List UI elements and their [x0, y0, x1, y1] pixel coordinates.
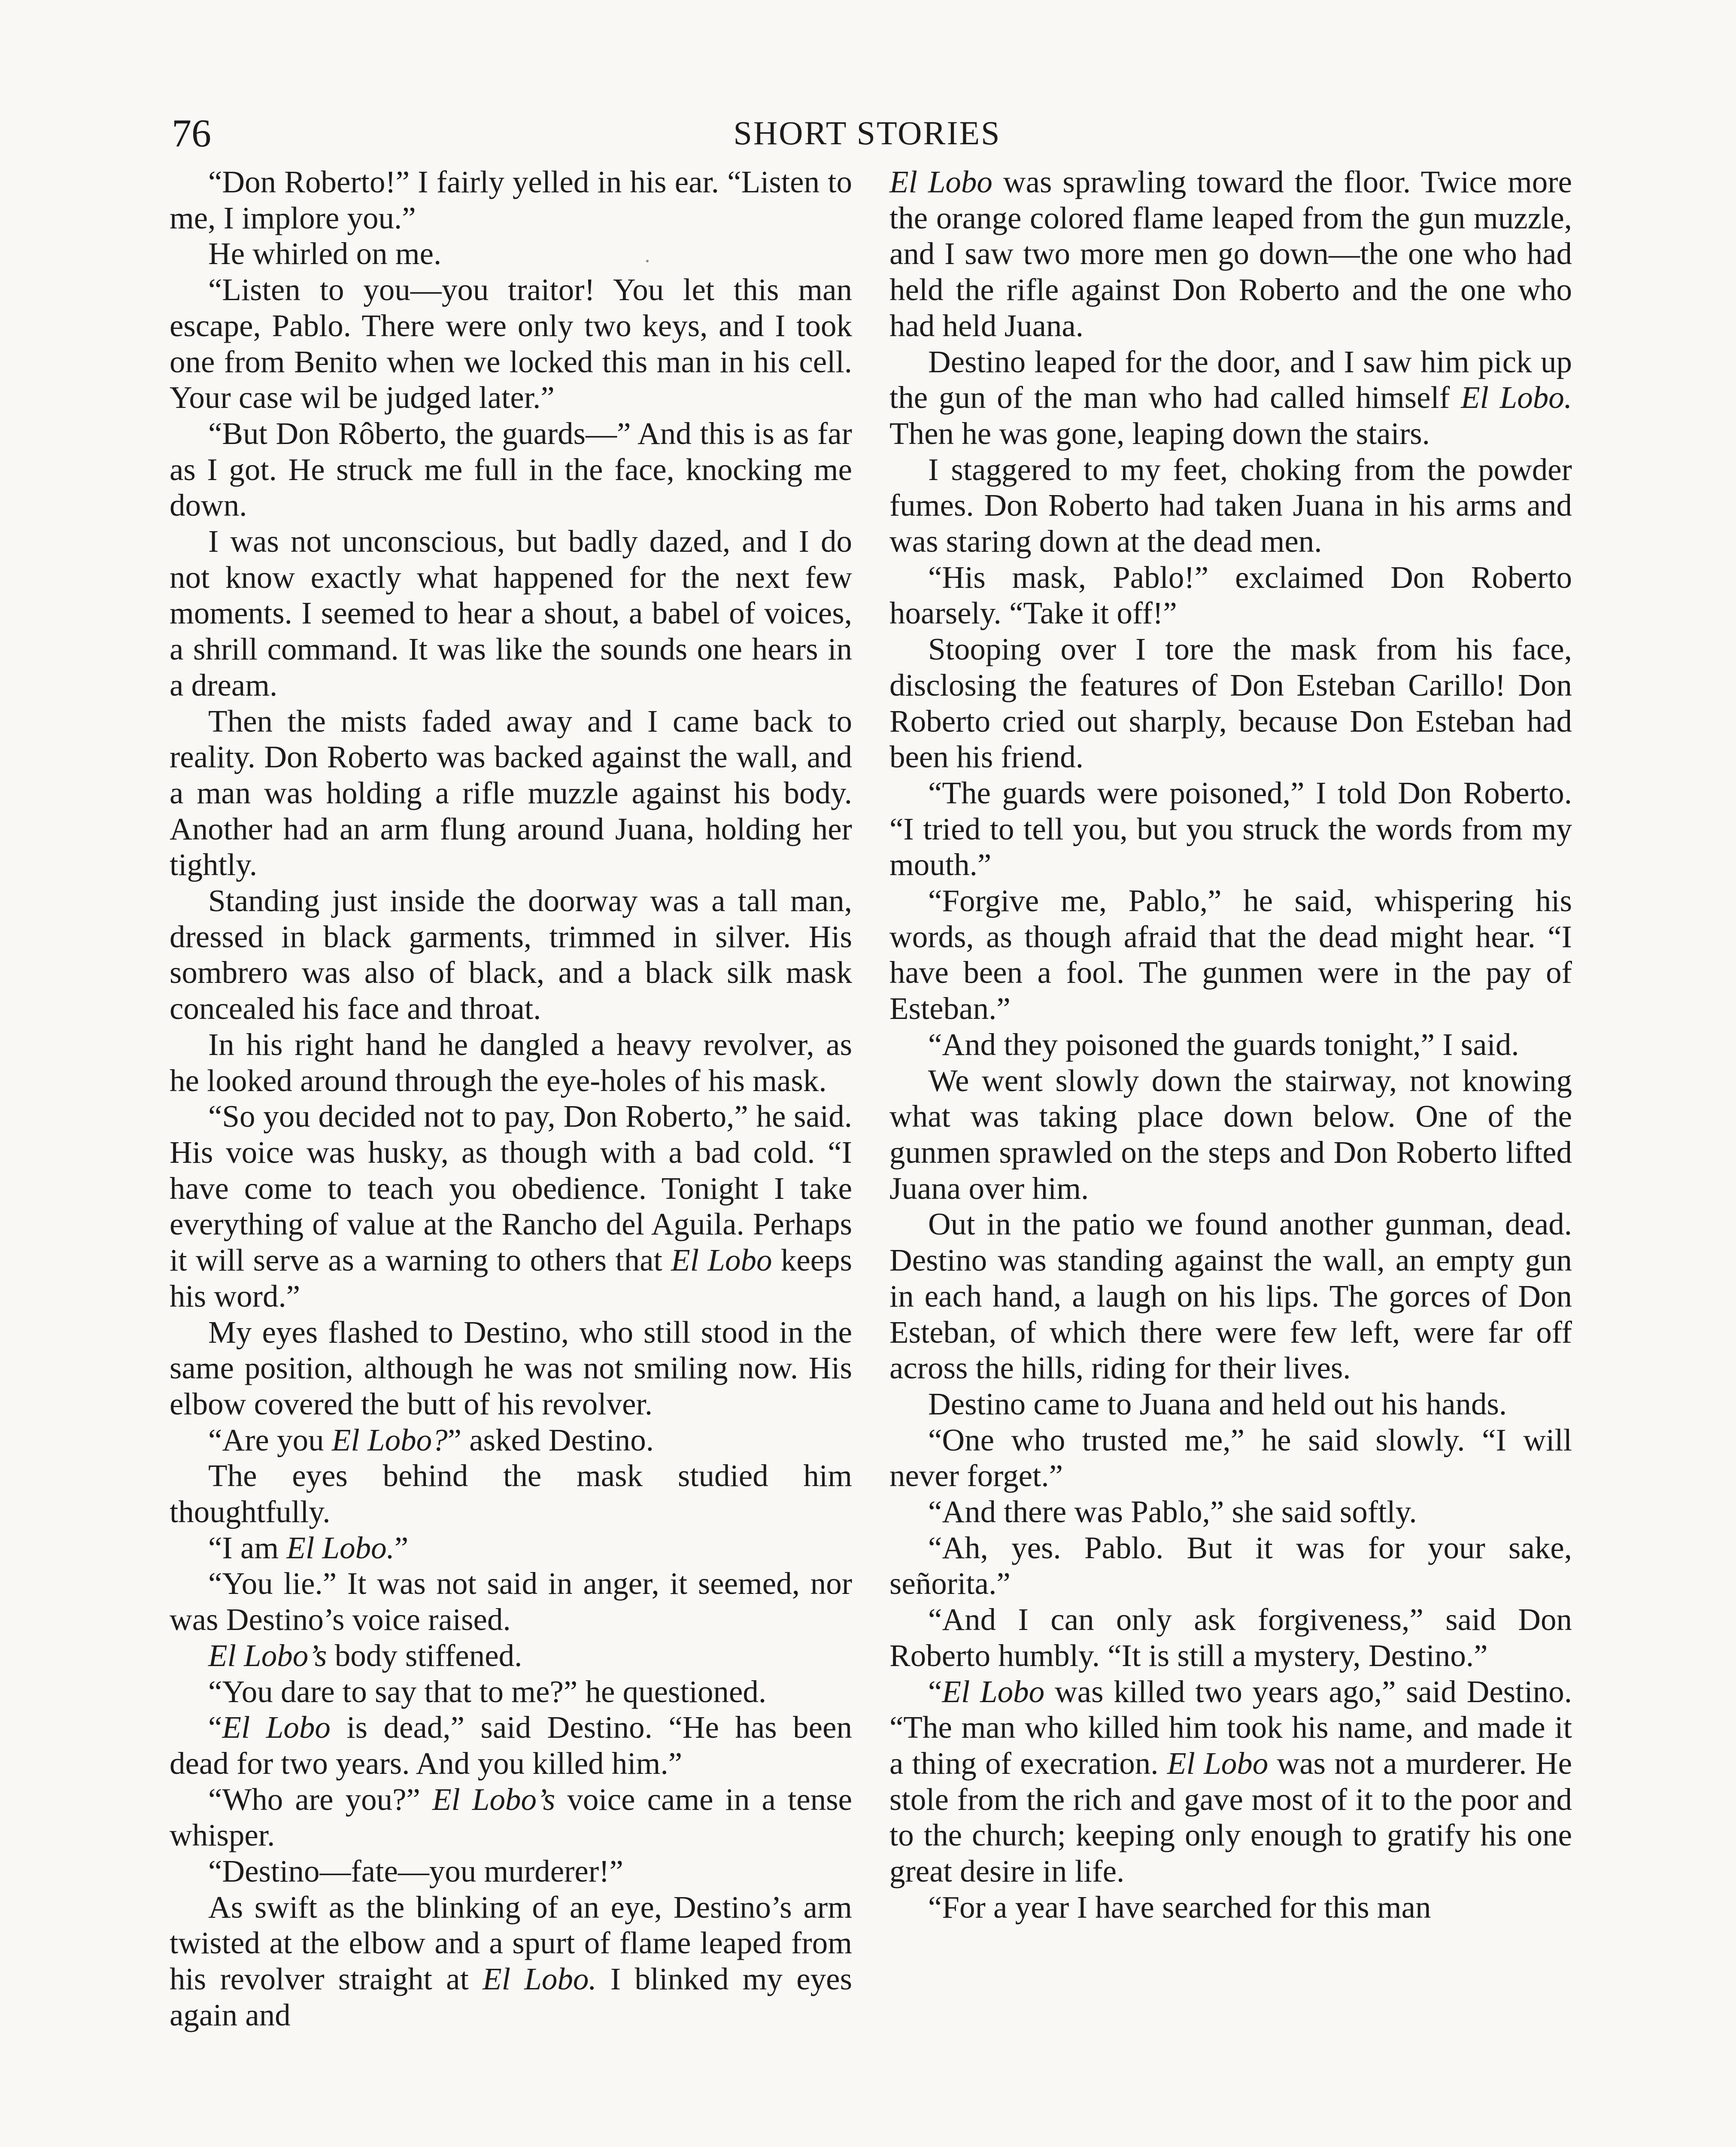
- paragraph: [170, 1458, 852, 1530]
- text-run: Destino came to Juana and held out his hands.: [928, 1386, 1507, 1421]
- paragraph: [889, 1602, 1572, 1673]
- text-run: “The guards were poisoned,” I told Don Roberto. “I tried to tell you, but you struck the words from my mouth.”: [889, 775, 1572, 882]
- paragraph: [889, 775, 1572, 883]
- paragraph: [170, 236, 852, 272]
- paragraph: [889, 560, 1572, 631]
- text-run: “Ah, yes. Pablo. But it was for your sake, señorita.”: [889, 1530, 1572, 1601]
- paragraph: [170, 1638, 852, 1674]
- text-run: “: [208, 1710, 222, 1745]
- paragraph: [170, 1027, 852, 1098]
- text-run: voice came in a tense whisper.: [170, 1782, 853, 1853]
- text-run: My eyes flashed to Destino, who still stood in the same position, although he was not smiling now. His elbow covered the butt of his revolver.: [170, 1314, 852, 1421]
- paragraph: [170, 1422, 852, 1458]
- italic-text: El Lobo.: [286, 1530, 395, 1565]
- left-column: [170, 164, 852, 2033]
- text-run: was sprawling toward the floor. Twice more the orange colored flame leaped from the gun muzzle, and I saw two more men go down—the one who had held the rifle against Don Roberto and the one who had held Juana.: [889, 164, 1572, 343]
- text-run: “And they poisoned the guards tonight,” I said.: [928, 1027, 1519, 1062]
- paragraph: [889, 883, 1572, 1027]
- paragraph: [170, 272, 852, 416]
- italic-text: El Lobo.: [483, 1961, 597, 1997]
- text-run: “Destino—fate—you murderer!”: [208, 1854, 623, 1889]
- paragraph: [889, 344, 1572, 452]
- paragraph: [889, 1063, 1572, 1207]
- text-run: “Don Roberto!” I fairly yelled in his ear. “Listen to me, I implore you.”: [170, 164, 852, 235]
- text-run: was not a murderer. He stole from the rich and gave most of it to the poor and to the church; keeping only enough to gratify his one great desire in life.: [889, 1746, 1572, 1889]
- text-run: “So you decided not to pay, Don Roberto,” he said. His voice was husky, as though with a bad cold. “I have come to teach you obedience. Tonight I take everything of value at the Rancho del Aguila. Perhaps it will serve as a warning to others that: [170, 1099, 852, 1278]
- paragraph: [889, 1494, 1572, 1530]
- page-number: 76: [172, 111, 211, 155]
- text-run: Out in the patio we found another gunman, dead. Destino was standing against the wall, an empty gun in each hand, a laugh on his lips. The gorces of Don Esteban, of which there were few left, were far off across the hills, riding for their lives.: [889, 1207, 1572, 1386]
- italic-text: El Lobo: [222, 1710, 331, 1745]
- text-run: I staggered to my feet, choking from the powder fumes. Don Roberto had taken Juana in his arms and was staring down at the dead men.: [889, 452, 1572, 559]
- text-run: In his right hand he dangled a heavy revolver, as he looked around through the eye-holes of his mask.: [170, 1027, 852, 1098]
- italic-text: El Lobo: [942, 1674, 1045, 1709]
- paragraph: [170, 416, 852, 523]
- paragraph: [170, 523, 852, 703]
- text-run: “One who trusted me,” he said slowly. “I will never forget.”: [889, 1422, 1572, 1493]
- text-run: “I am: [208, 1530, 287, 1565]
- text-run: “And I can only ask forgiveness,” said Don Roberto humbly. “It is still a mystery, Destino.”: [889, 1602, 1572, 1673]
- text-run: “Who are you?”: [208, 1782, 432, 1817]
- text-run: He whirled on me.: [208, 236, 442, 271]
- paragraph: [889, 1674, 1572, 1889]
- text-run: “Are you: [208, 1422, 332, 1457]
- text-run: “You lie.” It was not said in anger, it seemed, nor was Destino’s voice raised.: [170, 1566, 852, 1637]
- paragraph: [170, 1566, 852, 1637]
- paragraph: [170, 1314, 852, 1422]
- text-run: “And there was Pablo,” she said softly.: [928, 1494, 1417, 1530]
- paragraph: [170, 1098, 852, 1314]
- text-run: Then the mists faded away and I came back to reality. Don Roberto was backed against the wall, and a man was holding a rifle muzzle against his body. Another had an arm flung around Juana, holding her tightly.: [170, 703, 852, 882]
- right-column: [889, 164, 1572, 1925]
- paragraph: [889, 452, 1572, 560]
- text-run: As swift as the blinking of an eye, Destino’s arm twisted at the elbow and a spurt of flame leaped from his revolver straight at: [170, 1889, 852, 1997]
- text-run: “Forgive me, Pablo,” he said, whispering his words, as though afraid that the dead might hear. “I have been a fool. The gunmen were in the pay of Esteban.”: [889, 883, 1572, 1026]
- italic-text: El Lobo’s: [432, 1782, 555, 1817]
- text-run: I was not unconscious, but badly dazed, and I do not know exactly what happened for the next few moments. I seemed to hear a shout, a babel of voices, a shrill command. It was like the sounds one hears in a dream.: [170, 524, 852, 702]
- text-run: ” asked Destino.: [447, 1422, 654, 1457]
- paragraph: [889, 1206, 1572, 1386]
- page-header: [172, 105, 1563, 161]
- text-run: keeps his word.”: [170, 1243, 853, 1314]
- paragraph: [170, 1709, 852, 1781]
- paragraph: [170, 703, 852, 883]
- paragraph: [170, 164, 852, 236]
- paragraph: [170, 1530, 852, 1566]
- paragraph: [889, 164, 1572, 344]
- paragraph: [889, 631, 1572, 775]
- italic-text: El Lobo?: [331, 1422, 448, 1457]
- italic-text: El Lobo: [671, 1243, 772, 1278]
- text-run: We went slowly down the stairway, not knowing what was taking place down below. One of the gunmen sprawled on the steps and Don Roberto lifted Juana over him.: [889, 1063, 1572, 1206]
- paragraph: [170, 883, 852, 1027]
- text-run: Stooping over I tore the mask from his face, disclosing the features of Don Esteban Carillo! Don Roberto cried out sharply, because Don Esteban had been his friend.: [889, 632, 1572, 775]
- paragraph: [170, 1853, 852, 1889]
- text-run: “: [928, 1674, 942, 1709]
- text-run: Standing just inside the doorway was a tall man, dressed in black garments, trimmed in silver. His sombrero was also of black, and a black silk mask concealed his face and throat.: [170, 883, 852, 1026]
- paragraph: [170, 1674, 852, 1710]
- text-run: I blinked my eyes again and: [170, 1961, 852, 2032]
- italic-text: El Lobo: [1167, 1746, 1269, 1781]
- text-run: body stiffened.: [327, 1638, 522, 1673]
- text-run: “His mask, Pablo!” exclaimed Don Roberto hoarsely. “Take it off!”: [889, 560, 1572, 631]
- paragraph: [170, 1889, 852, 2033]
- text-run: “You dare to say that to me?” he questioned.: [208, 1674, 767, 1709]
- italic-text: El Lobo.: [1460, 380, 1572, 415]
- text-run: ”: [394, 1530, 409, 1565]
- text-run: is dead,” said Destino. “He has been dead for two years. And you killed him.”: [170, 1710, 852, 1781]
- text-run: Destino leaped for the door, and I saw him pick up the gun of the man who had called himself: [889, 344, 1572, 415]
- text-run: was killed two years ago,” said Destino. “The man who killed him took his name, and made it a thing of execration.: [889, 1674, 1572, 1781]
- italic-text: El Lobo: [889, 164, 992, 199]
- paragraph: [170, 1782, 852, 1853]
- paragraph: [889, 1530, 1572, 1602]
- paragraph: [889, 1422, 1572, 1494]
- running-head: SHORT STORIES: [733, 114, 1001, 152]
- text-run: Then he was gone, leaping down the stairs.: [889, 416, 1430, 451]
- paragraph: [889, 1386, 1572, 1422]
- paragraph: [889, 1027, 1572, 1063]
- text-run: “But Don Rôberto, the guards—” And this is as far as I got. He struck me full in the face, knocking me down.: [170, 416, 852, 523]
- italic-text: El Lobo’s: [208, 1638, 327, 1673]
- text-run: “For a year I have searched for this man: [928, 1889, 1431, 1925]
- text-run: The eyes behind the mask studied him thoughtfully.: [170, 1458, 852, 1530]
- print-speck: [646, 260, 649, 262]
- paragraph: [889, 1889, 1572, 1925]
- text-run: “Listen to you—you traitor! You let this man escape, Pablo. There were only two keys, and I took one from Benito when we locked this man in his cell. Your case wil be judged later.”: [170, 272, 852, 415]
